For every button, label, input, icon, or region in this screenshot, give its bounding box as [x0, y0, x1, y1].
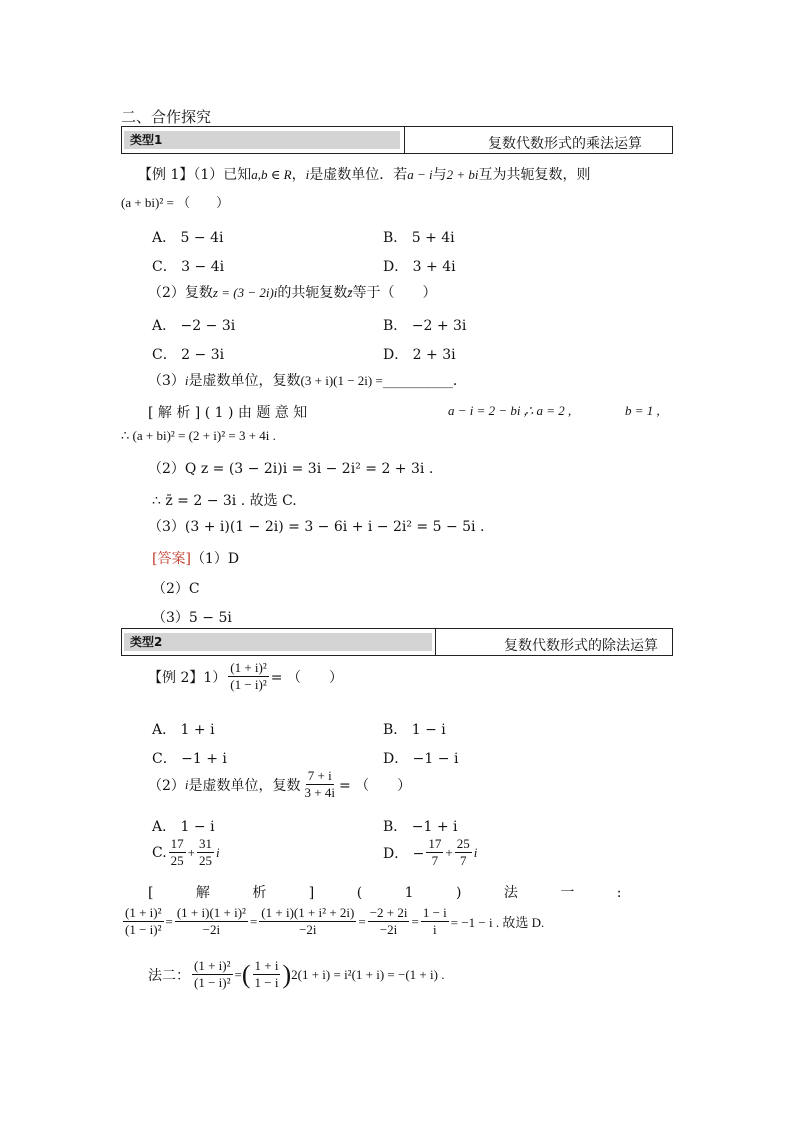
ex2-sol-method2: 法二： $\frac{\text{(1 + i)²}}{\text{(1 − i)²}}$ = ( $\frac{1 + i}{1 - i}$ ) 2 (1 + i) = i²(1 + i) = −(1 + i) . [148, 958, 445, 990]
ex1-q1-opt-b: B． 5 + 4i [383, 230, 455, 246]
ex2-q2-opt-b: B． −1 + i [383, 819, 458, 835]
type2-tag: 类型2 [124, 633, 432, 651]
ex1-q1-opt-c: C． 3 − 4i [152, 259, 225, 275]
ex1-q2-opt-b: B． −2 + 3i [383, 318, 467, 334]
type2-header [121, 628, 673, 656]
ex2-q1-opt-d: D． −1 − i [383, 751, 459, 767]
ex2-q2-opt-c: C. $\frac{17}{25}$ + $\frac{31}{25}$ i [152, 836, 220, 868]
answer-label: [答案] [152, 551, 191, 567]
type1-title: 复数代数形式的乘法运算 [488, 136, 642, 152]
ex2-sol-head: [ 解 析 ] ( 1 ) 法 一 : [148, 885, 622, 901]
ex1-q2-opt-c: C． 2 − 3i [152, 347, 225, 363]
ex1-answer: [答案]（1）D [152, 551, 240, 567]
ex1-sol2b: ∴ z̄ = 2 − 3i . 故选 C. [152, 493, 297, 509]
ex1-sol2: （2）Q z = (3 − 2i)i = 3i − 2i² = 2 + 3i . [148, 461, 434, 477]
ex1-sol1-eq: a − i = 2 − bi , [448, 403, 528, 418]
ex1-q1-line1: 【例 1】（1）已知a,b ∈ R，i是虚数单位．若a − i与2 + bi互为共轭复数，则 [138, 167, 591, 183]
ex1-q2: （2）复数z = (3 − 2i)i的共轭复数z̄等于（ ） [148, 285, 437, 301]
ex2-q1-opt-b: B． 1 − i [383, 722, 446, 738]
ex2-q1-opt-a: A． 1 + i [152, 722, 215, 738]
ex2-q1: 【例 2】1） $\frac{\text{(1 + i)²}}{\text{(1 − i)²}}$ = （ ） [148, 660, 343, 692]
ex1-sol1-line1: [ 解 析 ] ( 1 ) 由 题 意 知 [148, 405, 308, 421]
ex1-answer-3: （3）5 − 5i [152, 610, 232, 626]
ex2-q2-opt-a: A． 1 − i [152, 819, 215, 835]
ex2-q2-opt-d: D． − $\frac{17}{7}$ + $\frac{25}{7}$ i [383, 836, 478, 868]
ex1-q2-opt-d: D． 2 + 3i [383, 347, 456, 363]
type1-header [121, 126, 673, 154]
ex1-sol1-line2: ∴ (a + bi)² = (2 + i)² = 3 + 4i . [121, 428, 276, 443]
ex1-q1-opt-d: D． 3 + 4i [383, 259, 456, 275]
ex1-q2-opt-a: A． −2 − 3i [152, 318, 236, 334]
ex2-q2: （2） i 是虚数单位，复数 $\frac{7 + i}{3 + 4i}$ = （ ） [148, 768, 412, 800]
ex2-q1-opt-c: C． −1 + i [152, 751, 227, 767]
ex1-q3: （3）i是虚数单位，复数(3 + i)(1 − 2i) =__________． [148, 373, 467, 389]
ex1-sol3: （3）(3 + i)(1 − 2i) = 3 − 6i + i − 2i² = 5 − 5i . [148, 519, 485, 535]
ex1-q1-line2: (a + bi)² = （ ） [121, 195, 230, 210]
type2-title: 复数代数形式的除法运算 [504, 638, 658, 654]
ex1-answer-2: （2）C [152, 581, 200, 597]
ex1-q1-opt-a: A． 5 − 4i [152, 230, 224, 246]
ex1-sol1-b: b = 1 , [625, 403, 660, 418]
ex1-sol1-a: ∴ a = 2 , [525, 403, 572, 418]
type1-tag: 类型1 [124, 131, 400, 149]
ex2-sol-method1: $\frac{\text{(1 + i)²}}{\text{(1 − i)²}}$ = $\frac{\text{(1 + i)(1 + i)²}}{-2i}$ = $\frac{\text{(1 + i)(1 + i² + 2i)}}{-2i}$ = $\frac{-2 + 2i}{-2i}$ = $\frac{1 - i}{i}$ = −1 − i . 故选 D. [125, 905, 545, 937]
section-heading: 二、合作探究 [121, 108, 212, 126]
